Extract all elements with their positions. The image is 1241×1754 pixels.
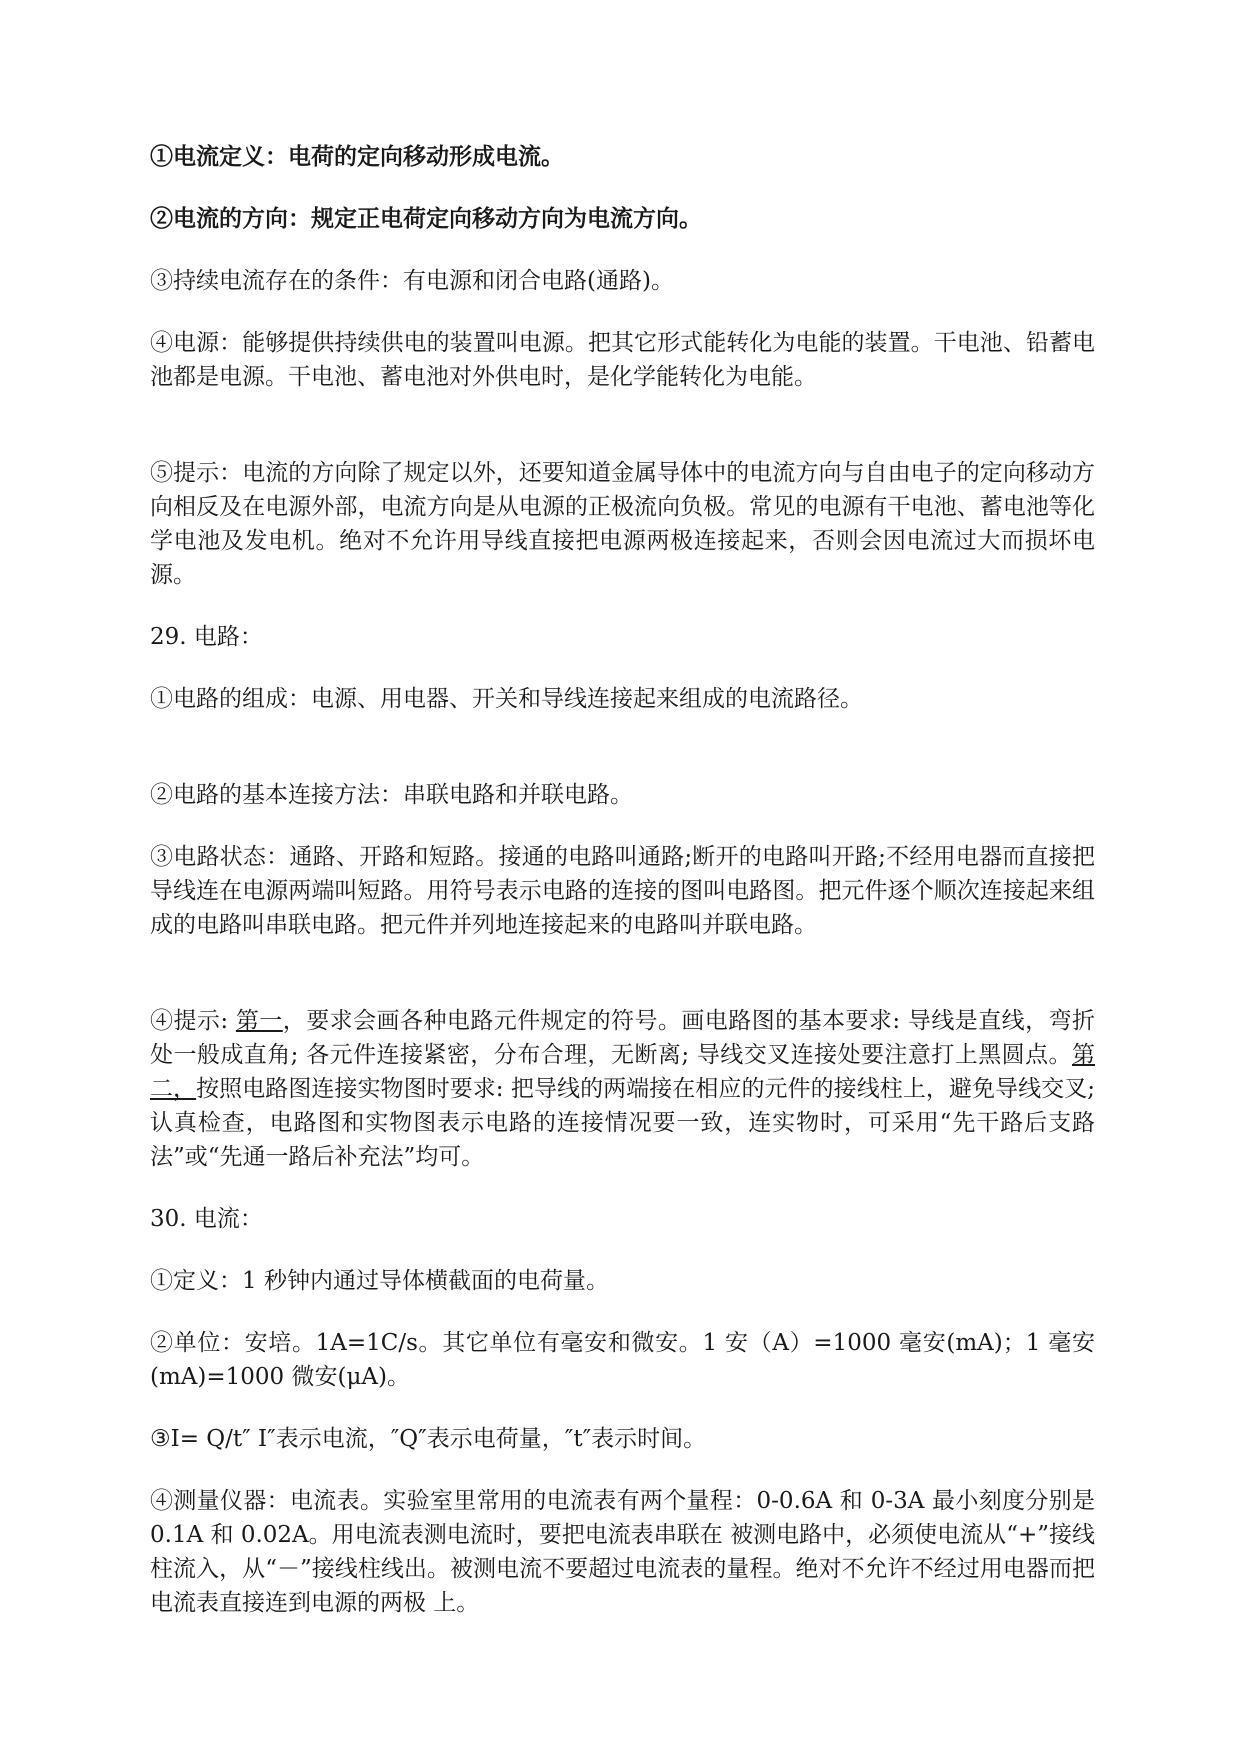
section-29-heading: 29. 电路：: [150, 624, 263, 650]
power-source-paragraph: ④电源：能够提供持续供电的装置叫电源。把其它形式能转化为电能的装置。干电池、铅蓄电池都是电源。干电池、蓄电池对外供电时，是化学能转化为电能。: [150, 330, 1095, 390]
document-page: [150, 140, 1095, 1620]
current-tips-paragraph: ⑤提示：电流的方向除了规定以外，还要知道金属导体中的电流方向与自由电子的定向移动方向相反及在电源外部，电流方向是从电源的正极流向负极。常见的电源有干电池、蓄电池等化学电池及发电机。绝对不允许用导线直接把电源两极连接起来，否则会因电流过大而损坏电源。: [150, 460, 1095, 588]
current-direction-paragraph: ②电流的方向：规定正电荷定向移动方向为电流方向。: [150, 205, 702, 232]
section-30-heading: 30. 电流：: [150, 1206, 263, 1232]
circuit-tips-second-underlined: 第二，: [150, 1042, 1095, 1102]
circuit-tips-lead: ④提示:: [150, 1008, 236, 1034]
current-unit-paragraph: ②单位：安培。1A=1C/s。其它单位有毫安和微安。1 安（A）=1000 毫安(mA)；1 毫安(mA)=1000 微安(μA)。: [150, 1330, 1095, 1390]
circuit-states-paragraph: ③电路状态：通路、开路和短路。接通的电路叫通路;断开的电路叫开路;不经用电器而直接把导线连在电源两端叫短路。用符号表示电路的连接的图叫电路图。把元件逐个顺次连接起来组成的电路叫串联电路。把元件并列地连接起来的电路叫并联电路。: [150, 844, 1095, 938]
circuit-tips-paragraph: [150, 1004, 1095, 1174]
current-definition-paragraph: ①电流定义：电荷的定向移动形成电流。: [150, 143, 564, 170]
circuit-tips-first-underlined: 第一: [235, 1008, 283, 1034]
circuit-composition-paragraph: ①电路的组成：电源、用电器、开关和导线连接起来组成的电流路径。: [150, 686, 863, 712]
continuous-current-condition-paragraph: ③持续电流存在的条件：有电源和闭合电路(通路)。: [150, 268, 674, 294]
current-formula-paragraph: ③I= Q/t″ I″表示电流，″Q″表示电荷量，″t″表示时间。: [150, 1426, 707, 1452]
circuit-connection-methods-paragraph: ②电路的基本连接方法：串联电路和并联电路。: [150, 782, 633, 808]
circuit-tips-first-text: ，要求会画各种电路元件规定的符号。画电路图的基本要求: 导线是直线，弯折处一般成直角; 各元件连接紧密，分布合理，无断离; 导线交叉连接处要注意打上黑圆点。: [150, 1008, 1096, 1068]
current-quantity-definition-paragraph: ①定义：1 秒钟内通过导体横截面的电荷量。: [150, 1268, 609, 1294]
circuit-tips-second-text: 按照电路图连接实物图时要求: 把导线的两端接在相应的元件的接线柱上，避免导线交叉; 认真检查，电路图和实物图表示电路的连接情况要一致，连实物时，可采用“先干路后支路法”或“先通一路后补充法”均可。: [150, 1076, 1095, 1170]
ammeter-paragraph: ④测量仪器：电流表。实验室里常用的电流表有两个量程：0-0.6A 和 0-3A 最小刻度分别是 0.1A 和 0.02A。用电流表测电流时，要把电流表串联在 被测电路中，必须使电流从“+”接线柱流入，从“－”接线柱线出。被测电流不要超过电流表的量程。绝对不允许不经过用电器而把电流表直接连到电源的两极 上。: [150, 1488, 1095, 1616]
